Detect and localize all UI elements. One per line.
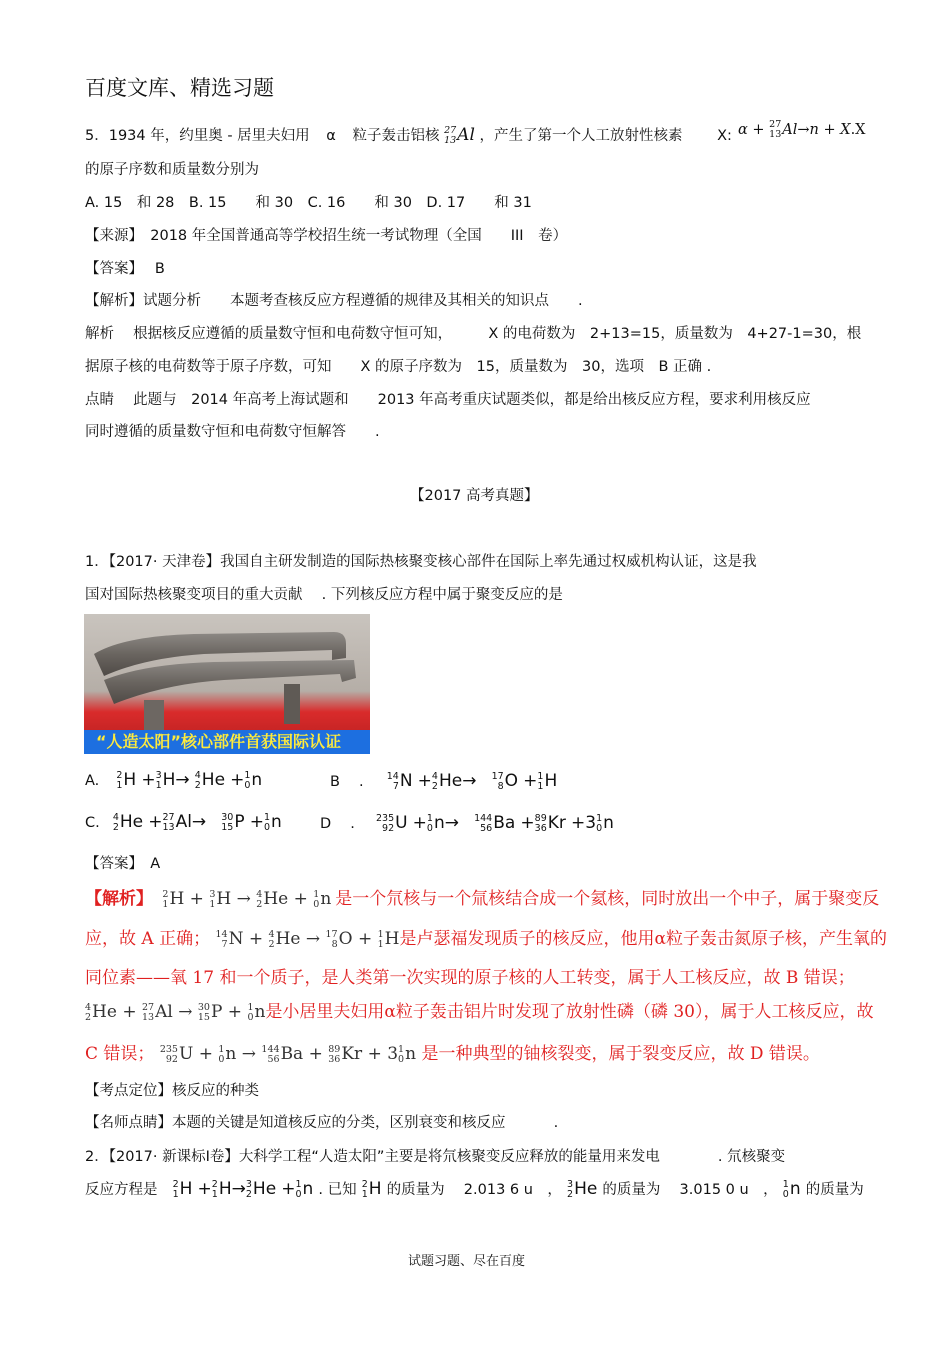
option-b[interactable]: B . 14 7 N + 4 2 He→ 17 8 O + 1 1 H (330, 770, 558, 792)
q5-comment-b: 同时遵循的质量数守恒和电荷数守恒解答 . (85, 424, 380, 440)
q5-analysis: 【解析】试题分析 本题考查核反应方程遵循的规律及其相关的知识点 . (85, 293, 583, 309)
option-a[interactable]: A. 2 1 H + 3 1 H→ 4 2 He + 1 0 n (85, 769, 263, 791)
al-nuclide: 27 13 Al (444, 125, 475, 146)
q1-teacher: 【名师点睛】本题的关键是知道核反应的分类，区别衰变和核反应 . (85, 1115, 559, 1131)
q5-equation: α + 27 13 Al→n + X.X (738, 119, 866, 140)
q5-analysis-c: 据原子核的电荷数等于原子序数，可知 X 的原子序数为 15，质量数为 30，选项 B 正确 . (85, 359, 712, 375)
q5-options: A. 15 和 28 B. 15 和 30 C. 16 和 30 D. 17 和 31 (85, 195, 532, 211)
q1-answer: 【答案】 A (85, 856, 161, 872)
photo-caption: “人造太阳”核心部件首获国际认证 (84, 730, 370, 754)
q5-comment-a: 点睛 此题与 2014 年高考上海试题和 2013 年高考重庆试题类似，都是给出核反应方程，要求利用核反应 (85, 392, 811, 408)
section-title: 【2017 高考真题】 (410, 488, 539, 504)
q1-red-line1: 【解析】 2 1 H + 3 1 H → 4 2 He + 1 0 n 是一个氘核与一个氚核结合成一个氦核，同时放出一个中子，属于聚变反 (85, 888, 880, 910)
q1-red-line5: C 错误； 235 92 U + 1 0 n → 144 56 Ba + 89 36 Kr + 3 1 0 n 是一种典型的铀核裂变，属于裂变反应，故 D 错误。 (85, 1043, 820, 1065)
option-c[interactable]: C. 4 2 He + 27 13 Al→ 30 15 P + 1 0 n (85, 811, 282, 833)
q1-red-line2: 应，故 A 正确； 14 7 N + 4 2 He → 17 8 O + 1 1 H是卢瑟福发现质子的核反应，他用α粒子轰击氮原子核，产生氧的 (85, 928, 887, 950)
q1-line2: 国对国际热核聚变项目的重大贡献 . 下列核反应方程中属于聚变反应的是 (85, 587, 563, 603)
q5-source: 【来源】 2018 年全国普通高等学校招生统一考试物理（全国 III 卷） (85, 228, 568, 244)
q5-line1: 5．1934 年，约里奥 - 居里夫妇用 α 粒子轰击铝核 27 13 Al ，产生了第一个人工放射性核素 X: (85, 125, 732, 146)
option-d[interactable]: D . 235 92 U + 1 0 n→ 144 56 Ba + 89 36 Kr +3 1 0 n (320, 812, 614, 834)
q5-answer: 【答案】 B (85, 261, 165, 277)
q5-analysis-b: 解析 根据核反应遵循的质量数守恒和电荷数守恒可知， X 的电荷数为 2+13=15，质量数为 4+27-1=30，根 (85, 326, 862, 342)
q2-line1: 2．【2017· 新课标Ⅰ卷】大科学工程“人造太阳”主要是将氘核聚变反应释放的能量用来发电 . 氘核聚变 (85, 1149, 786, 1165)
q2-line2: 反应方程是 2 1 H + 2 1 H→ 3 2 He + 1 0 n . 已知 2 1 H 的质量为 2.013 6 u ， 3 2 He 的质量为 3.015 0 u ， 1 0 n 的质量为 (85, 1178, 864, 1200)
q1-red-line3: 同位素——氧 17 和一个质子，是人类第一次实现的原子核的人工转变，属于人工核反应，故 B 错误； (85, 968, 855, 988)
page-header: 百度文库、精选习题 (85, 76, 274, 100)
q5-line2: 的原子序数和质量数分别为 (85, 162, 259, 178)
q1-red-line4: 4 2 He + 27 13 Al → 30 15 P + 1 0 n是小居里夫妇用α粒子轰击铝片时发现了放射性磷（磷 30），属于人工核反应，故 (85, 1001, 874, 1023)
fusion-component-photo (84, 614, 370, 754)
page-footer: 试题习题、尽在百度 (408, 1254, 526, 1269)
q1-point: 【考点定位】核反应的种类 (85, 1083, 259, 1099)
q1-line1: 1．【2017· 天津卷】我国自主研发制造的国际热核聚变核心部件在国际上率先通过权威机构认证，这是我 (85, 554, 757, 570)
